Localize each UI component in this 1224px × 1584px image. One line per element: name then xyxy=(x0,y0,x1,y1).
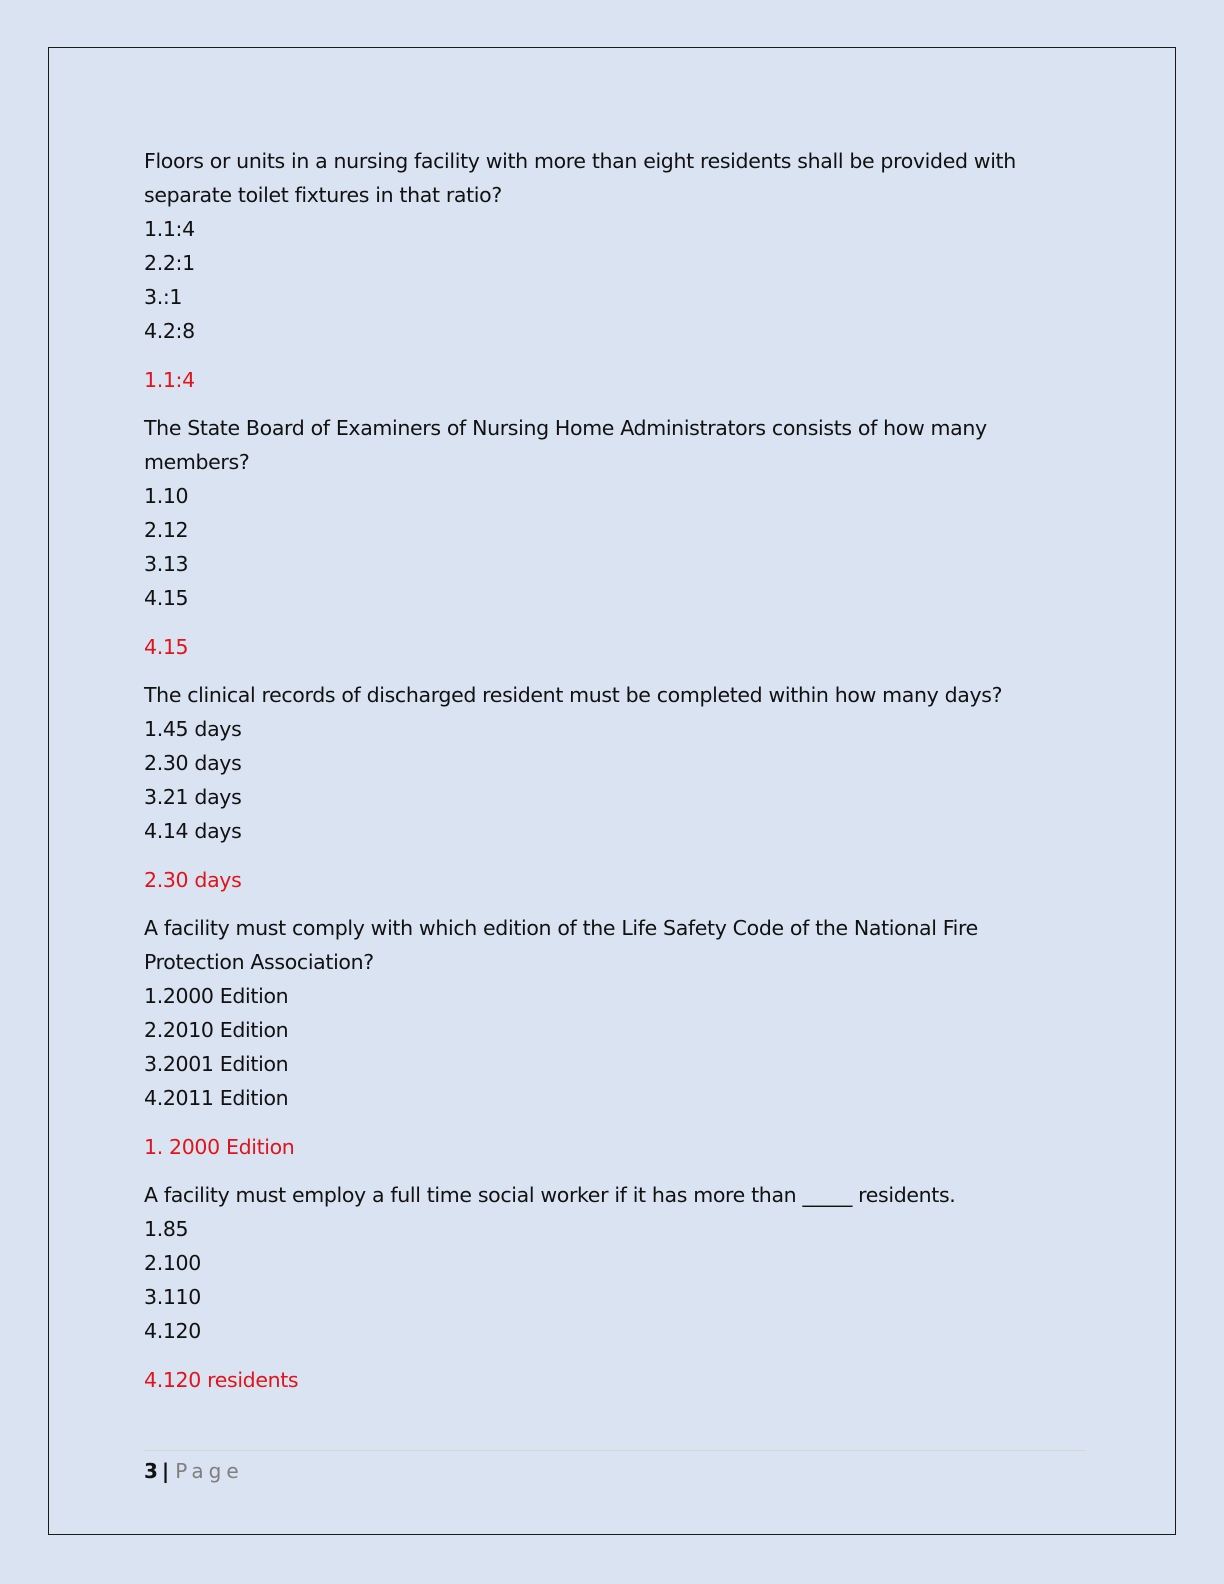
option: 4.120 xyxy=(144,1319,201,1343)
option: 4.2011 Edition xyxy=(144,1086,289,1110)
option: 3.13 xyxy=(144,552,189,576)
answer: 2.30 days xyxy=(144,868,242,892)
option: 2.30 days xyxy=(144,751,242,775)
option: 3.:1 xyxy=(144,285,183,309)
question-text: The State Board of Examiners of Nursing Home Administrators consists of how many members? xyxy=(144,416,987,474)
question-text: A facility must comply with which edition of the Life Safety Code of the National Fire Protection Association? xyxy=(144,916,978,974)
option: 4.14 days xyxy=(144,819,242,843)
answer: 4.15 xyxy=(144,635,189,659)
question-4 xyxy=(144,911,1084,1164)
option: 1.2000 Edition xyxy=(144,984,289,1008)
option: 2.2010 Edition xyxy=(144,1018,289,1042)
question-5 xyxy=(144,1178,1084,1397)
footer-separator: | xyxy=(161,1459,170,1483)
option: 2.2:1 xyxy=(144,251,195,275)
question-text: A facility must employ a full time social worker if it has more than _____ residents. xyxy=(144,1183,956,1207)
question-text: The clinical records of discharged resident must be completed within how many days? xyxy=(144,683,1003,707)
answer: 1.1:4 xyxy=(144,368,195,392)
answer: 1. 2000 Edition xyxy=(144,1135,295,1159)
question-text: Floors or units in a nursing facility with more than eight residents shall be provided with separate toilet fixtures in that ratio? xyxy=(144,149,1016,207)
option: 1.45 days xyxy=(144,717,242,741)
question-2 xyxy=(144,411,1084,664)
option: 2.12 xyxy=(144,518,189,542)
footer-divider xyxy=(144,1450,1086,1451)
page-number: 3 xyxy=(144,1459,158,1483)
question-3 xyxy=(144,678,1084,897)
option: 4.15 xyxy=(144,586,189,610)
option: 3.21 days xyxy=(144,785,242,809)
option: 3.110 xyxy=(144,1285,201,1309)
question-1 xyxy=(144,144,1084,397)
page-label: Page xyxy=(175,1459,244,1483)
answer: 4.120 residents xyxy=(144,1368,299,1392)
option: 1.10 xyxy=(144,484,189,508)
option: 4.2:8 xyxy=(144,319,195,343)
option: 1.1:4 xyxy=(144,217,195,241)
option: 2.100 xyxy=(144,1251,201,1275)
option: 1.85 xyxy=(144,1217,189,1241)
option: 3.2001 Edition xyxy=(144,1052,289,1076)
document-content xyxy=(144,144,1084,1411)
page-footer xyxy=(144,1456,244,1486)
